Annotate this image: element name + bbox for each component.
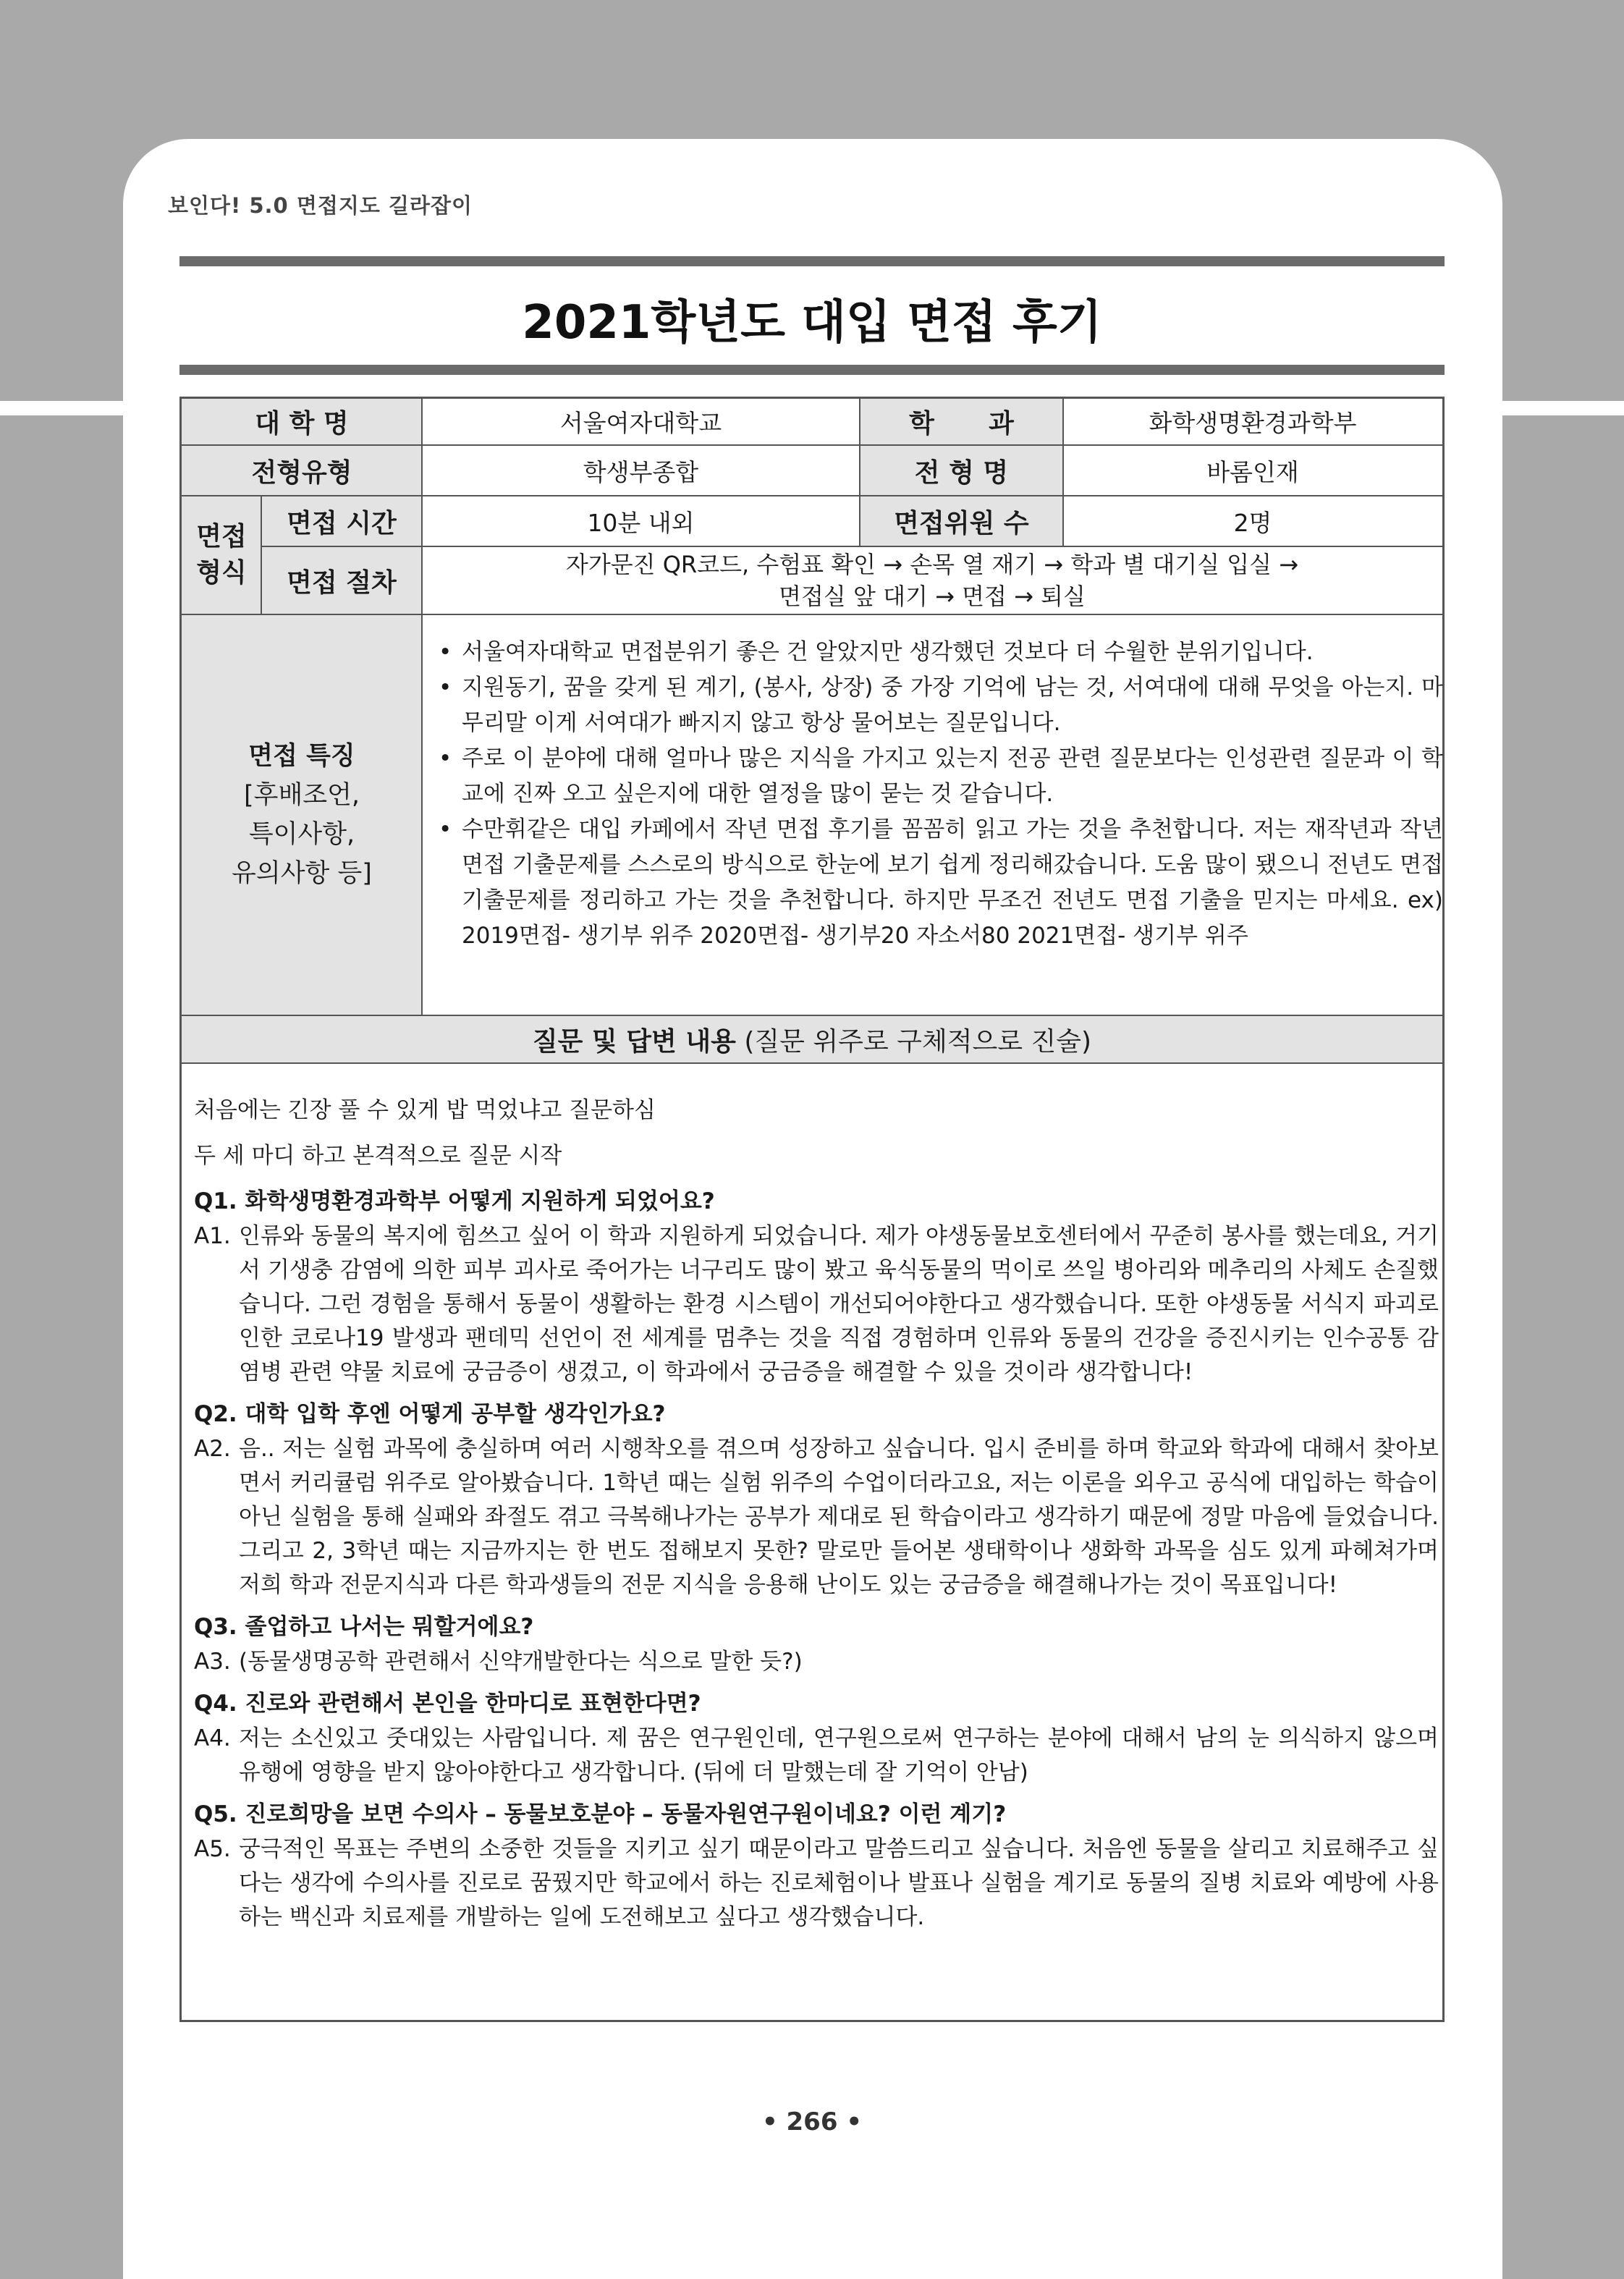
feature-item: • 지원동기, 꿈을 갖게 된 계기, (봉사, 상장) 중 가장 기억에 남는 것, 서여대에 대해 무엇을 아는지. 마무리말 이게 서여대가 빠지지 않고 항상 물어보는 질문입니다. [437,670,1443,741]
qa-intro-1: 처음에는 긴장 풀 수 있게 밥 먹었냐고 질문하심 [194,1097,656,1123]
name-label: 전 형 명 [860,446,1063,495]
time-label: 면접 시간 [261,496,422,546]
page-title: 2021학년도 대입 면접 후기 [522,296,1102,350]
type-label: 전형유형 [182,446,422,495]
dept-value: 화학생명환경과학부 [1149,409,1357,437]
features-list [437,635,1443,954]
answer-text: 음.. 저는 실험 과목에 충실하며 여러 시행착오를 겪으며 성장하고 싶습니다. 입시 준비를 하며 학교와 학과에 대해서 찾아보면서 커리큘럼 위주로 알아봤습니다. 1학년 때는 실험 위주의 수업이더라고요, 저는 이론을 외우고 공식에 대입하는 학습이 아닌 실험을 통해 실패와 좌절도 겪고 극복해나가는 공부가 제대로 된 학습이라고 생각하기 때문에 정말 마음에 들었습니다. 그리고 2, 3학년 때는 지금까지는 한 번도 접해보지 못한? 말로만 들어본 생태학이나 생화학 과목을 심도 있게 파헤쳐가며 저희 학과 전문지식과 다른 학과생들의 전문 지식을 응용해 난이도 있는 궁금증을 해결해나가는 것이 목표입니다! [239,1436,1439,1598]
qa-intro-2: 두 세 마디 하고 본격적으로 질문 시작 [194,1143,562,1169]
col-divider [421,399,423,1015]
question-3: Q3. 졸업하고 나서는 뭐할거에요? [194,1614,534,1640]
row-divider [182,1015,1442,1016]
panel-value: 2명 [1233,508,1272,537]
answer-tag: A3. [194,1649,231,1675]
univ-value: 서울여자대학교 [559,409,722,437]
qa-heading-bold: 질문 및 답변 내용 [532,1026,736,1057]
feature-item: • 서울여자대학교 면접분위기 좋은 건 알았지만 생각했던 것보다 더 수월한 분위기입니다. [437,635,1443,670]
row-divider [182,495,1442,496]
form-label-line1: 면접 [196,522,247,551]
panel-label: 면접위원 수 [860,496,1063,546]
title-rule-bottom [179,365,1445,375]
qa-heading [182,1016,1442,1062]
proc-line2: 면접실 앞 대기 → 면접 → 퇴실 [779,583,1086,610]
question-1: Q1. 화학생명환경과학부 어떻게 지원하게 되었어요? [194,1188,715,1214]
question-2: Q2. 대학 입학 후엔 어떻게 공부할 생각인가요? [194,1401,666,1427]
proc-label: 면접 절차 [261,547,422,614]
col-divider [261,496,262,614]
qa-body [194,1093,1439,1935]
answer-tag: A2. [194,1436,231,1462]
col-divider [859,399,860,546]
col-divider [1062,399,1064,546]
answer-text: 인류와 동물의 복지에 힘쓰고 싶어 이 학과 지원하게 되었습니다. 제가 야생동물보호센터에서 꾸준히 봉사를 했는데요, 거기서 기생충 감염에 의한 피부 괴사로 죽어가는 너구리도 많이 봤고 육식동물의 먹이로 쓰일 병아리와 메추리의 사체도 손질했습니다. 그런 경험을 통해서 동물이 생활하는 환경 시스템이 개선되어야한다고 생각했습니다. 또한 야생동물 서식지 파괴로 인한 코로나19 발생과 팬데믹 선언이 전 세계를 멈추는 것을 직접 경험하며 인류와 동물의 건강을 증진시키는 인수공통 감염병 관련 약물 치료에 궁금증이 생겼고, 이 학과에서 궁금증을 해결할 수 있을 것이라 생각합니다! [239,1223,1439,1385]
dept-label: 학 과 [860,399,1063,444]
qa-heading-note: (질문 위주로 구체적으로 진술) [735,1026,1092,1057]
question-4: Q4. 진로와 관련해서 본인을 한마디로 표현한다면? [194,1691,701,1717]
answer-2 [194,1432,1439,1602]
row-divider [182,614,1442,615]
page-number: • 266 • [761,2107,863,2136]
proc-line1: 자가문진 QR코드, 수험표 확인 → 손목 열 재기 → 학과 별 대기실 입실 → [565,551,1299,578]
form-label [182,496,261,614]
features-label-line3: 특이사항, [248,820,355,849]
features-label [182,615,422,1015]
features-label-line2: [후배조언, [243,781,360,810]
answer-5 [194,1832,1439,1935]
answer-tag: A4. [194,1725,231,1751]
title-rule-top [179,256,1445,266]
answer-3 [194,1645,1439,1679]
form-label-line2: 형식 [196,558,247,588]
row-divider [182,1062,1442,1064]
name-value: 바롬인재 [1206,457,1299,486]
question-5: Q5. 진로희망을 보면 수의사 – 동물보호분야 – 동물자원연구원이네요? 이런 계기? [194,1801,1007,1827]
row-divider [182,444,1442,446]
answer-tag: A1. [194,1223,231,1249]
time-value: 10분 내외 [587,508,695,537]
answer-text: (동물생명공학 관련해서 신약개발한다는 식으로 말한 듯?) [239,1649,803,1675]
answer-tag: A5. [194,1836,231,1862]
row-divider [261,546,1442,547]
univ-label: 대 학 명 [182,399,422,444]
type-value: 학생부종합 [583,457,699,486]
feature-item: • 주로 이 분야에 대해 얼마나 많은 지식을 가지고 있는지 전공 관련 질문보다는 인성관련 질문과 이 학교에 진짜 오고 싶은지에 대한 열정을 많이 묻는 것 같습니다. [437,741,1443,812]
features-label-line1: 면접 특징 [248,742,355,771]
features-label-line4: 유의사항 등] [232,859,372,888]
answer-text: 궁극적인 목표는 주변의 소중한 것들을 지키고 싶기 때문이라고 말씀드리고 싶습니다. 처음엔 동물을 살리고 치료해주고 싶다는 생각에 수의사를 진로로 꿈꿨지만 학교에서 하는 진로체험이나 발표나 실험을 계기로 동물의 질병 치료와 예방에 사용하는 백신과 치료제를 개발하는 일에 도전해보고 싶다고 생각했습니다. [239,1836,1439,1930]
feature-item: • 수만휘같은 대입 카페에서 작년 면접 후기를 꼼꼼히 읽고 가는 것을 추천합니다. 저는 재작년과 작년 면접 기출문제를 스스로의 방식으로 한눈에 보기 쉽게 정리해갔습니다. 도움 많이 됐으니 전년도 면접 기출문제를 정리하고 가는 것을 추천합니다. 하지만 무조건 전년도 면접 기출을 믿지는 마세요. ex) 2019면접- 생기부 위주 2020면접- 생기부20 자소서80 2021면접- 생기부 위주 [437,812,1443,954]
answer-text: 저는 소신있고 줏대있는 사람입니다. 제 꿈은 연구원인데, 연구원으로써 연구하는 분야에 대해서 남의 눈 의식하지 않으며 유행에 영향을 받지 않아야한다고 생각합니다. (뒤에 더 말했는데 잘 기억이 안남) [239,1725,1439,1785]
running-header: 보인다! 5.0 면접지도 길라잡이 [168,193,473,218]
answer-1 [194,1219,1439,1390]
proc-value [422,547,1442,614]
answer-4 [194,1722,1439,1790]
